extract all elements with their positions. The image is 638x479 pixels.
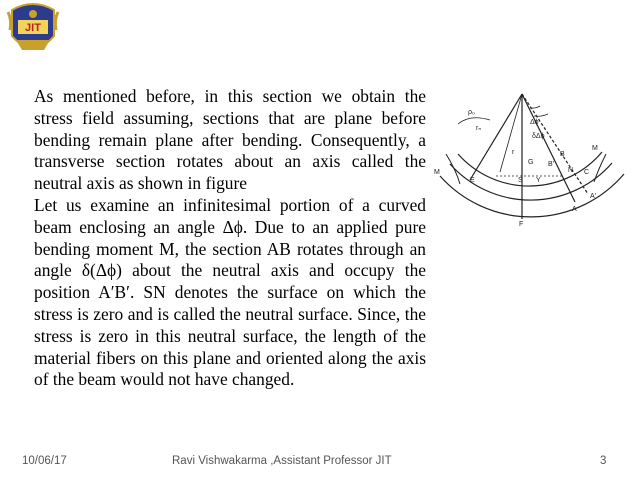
label-r: r [512, 149, 515, 156]
label-ddphi: δΔϕ [532, 133, 545, 140]
label-Ap: A' [590, 193, 597, 200]
label-G: G [528, 159, 534, 166]
footer-date: 10/06/17 [22, 455, 67, 467]
label-B: B [560, 151, 565, 158]
label-dphi: Δϕ [530, 119, 539, 126]
label-F: F [519, 221, 524, 228]
footer-author: Ravi Vishwakarma ,Assistant Professor JIT [172, 455, 392, 467]
label-A: A [572, 206, 577, 213]
label-y: Y [536, 177, 541, 184]
label-rn: rₙ [476, 125, 482, 132]
curved-beam-figure [430, 84, 635, 230]
radial-line-E [470, 94, 522, 180]
inner-arc [458, 152, 602, 186]
paragraph-1: As mentioned before, in this section we obtain the stress field assuming, sections that are plane before bending remain plane after bending. Consequently, a transverse section rotates about an axis called the neutral axis as shown in figure [34, 86, 426, 194]
label-M-left: M [434, 169, 440, 176]
label-N: N [568, 167, 574, 174]
jit-logo [4, 0, 62, 62]
footer-page-number: 3 [600, 455, 607, 467]
label-E: E [470, 177, 475, 184]
radial-line-Ap [522, 94, 588, 194]
paragraph-2: Let us examine an infinitesimal portion of a curved beam enclosing an angle Δϕ. Due to an applied pure bending moment M, the section AB rotates through an angle δ(Δϕ) about the neutral axis and occupy the position A′B′. SN denotes the surface on which the stress is zero and is called the neutral surface. Since, the stress is zero in this neutral surface, the length of the material fibers on this plane and oriented along the axis of the beam would not have changed. [34, 194, 426, 390]
label-S: S [518, 177, 523, 184]
body-text [34, 86, 426, 391]
label-M-right: M [592, 145, 598, 152]
label-Bp: B' [548, 161, 555, 168]
label-rho0: ρ₀ [468, 109, 475, 116]
label-C: C [584, 169, 590, 176]
logo-text: JIT [25, 22, 41, 34]
